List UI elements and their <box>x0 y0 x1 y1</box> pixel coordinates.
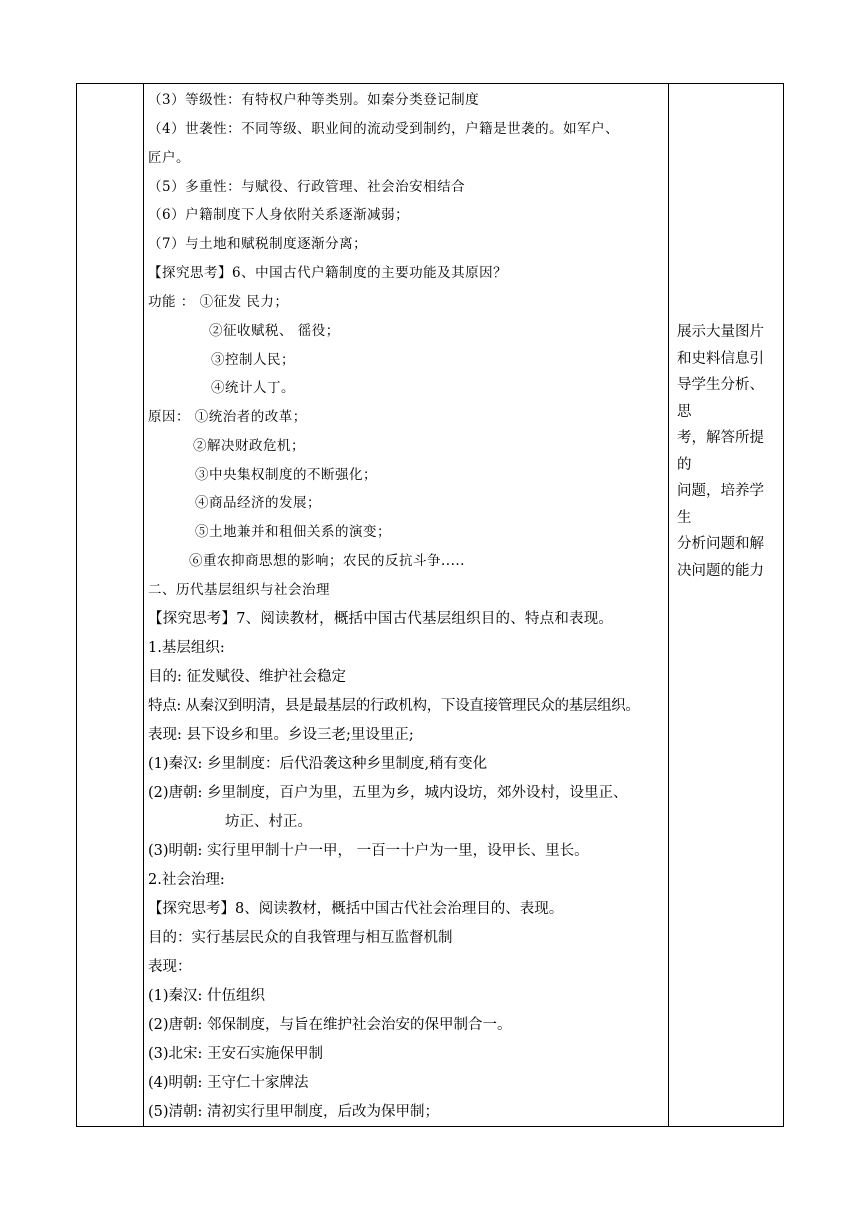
text-line: 表现: 县下设乡和里。乡设三老;里设里正; <box>148 727 414 743</box>
text-line: ③中央集权制度的不断强化； <box>195 467 377 483</box>
text-line: (3)北宋: 王安石实施保甲制 <box>148 1046 324 1062</box>
text-line: 【探究思考】8、阅读教材，概括中国古代社会治理目的、表现。 <box>148 901 564 917</box>
side-note <box>677 319 777 584</box>
side-note-line: 分析问题和解 <box>677 536 764 552</box>
text-line: 表现： <box>148 959 192 975</box>
text-line: （3）等级性：有特权户种等类别。如秦分类登记制度 <box>148 92 480 108</box>
text-line: （6）户籍制度下人身依附关系逐渐减弱； <box>148 207 410 223</box>
text-line: ④商品经济的发展； <box>195 495 321 511</box>
text-line: 2.社会治理: <box>148 872 225 888</box>
text-line: 目的：实行基层民众的自我管理与相互监督机制 <box>148 930 453 946</box>
side-note-line: 导学生分析、思 <box>677 377 764 420</box>
text-line: (2)唐朝: 邻保制度，与旨在维护社会治安的保甲制合一。 <box>148 1017 512 1033</box>
text-line: （4）世袭性：不同等级、职业间的流动受到制约，户籍是世袭的。如军户、 <box>148 121 620 137</box>
text-line: 原因： ①统治者的改革； <box>148 409 307 425</box>
side-note-line: 问题，培养学生 <box>677 483 764 526</box>
text-line: (1)秦汉: 乡里制度：后代沿袭这种乡里制度,稍有变化 <box>148 756 488 772</box>
side-note-line: 考，解答所提的 <box>677 430 764 473</box>
text-line: (4)明朝: 王守仁十家牌法 <box>148 1075 309 1091</box>
text-line: 二、历代基层组织与社会治理 <box>148 582 330 598</box>
table-bottom-border <box>76 1126 784 1127</box>
column-divider-2 <box>668 84 669 1127</box>
text-line: ②解决财政危机； <box>193 438 305 454</box>
text-line: 【探究思考】7、阅读教材，概括中国古代基层组织目的、特点和表现。 <box>148 611 614 627</box>
text-line: (1)秦汉: 什伍组织 <box>148 988 266 1004</box>
text-line: （7）与土地和赋税制度逐渐分离； <box>148 236 368 252</box>
text-line: (5)清朝: 清初实行里甲制度，后改为保甲制； <box>148 1104 440 1120</box>
column-divider-1 <box>143 84 144 1127</box>
text-line: 【探究思考】6、中国古代户籍制度的主要功能及其原因？ <box>148 265 508 281</box>
text-line: 坊正、村正。 <box>225 814 312 830</box>
side-note-line: 展示大量图片 <box>677 324 764 340</box>
text-line: ⑤土地兼并和租佃关系的演变； <box>195 524 391 540</box>
text-line: 匠户。 <box>148 150 190 166</box>
text-line: ②征收赋税、 徭役； <box>209 323 340 339</box>
text-line: ④统计人丁。 <box>211 380 295 396</box>
text-line: 目的: 征发赋役、维护社会稳定 <box>148 669 346 685</box>
text-line: 功能 ： ①征发 民力； <box>148 294 289 310</box>
text-line: 1.基层组织: <box>148 640 225 656</box>
text-line: 特点: 从秦汉到明清，县是最基层的行政机构，下设直接管理民众的基层组织。 <box>148 698 640 714</box>
text-line: ③控制人民； <box>211 352 295 368</box>
text-line: （5）多重性：与赋役、行政管理、社会治安相结合 <box>148 179 466 195</box>
text-line: (2)唐朝: 乡里制度，百户为里，五里为乡，城内设坊，郊外设村，设里正、 <box>148 785 628 801</box>
text-line: (3)明朝: 实行里甲制十户一甲， 一百一十户为一里，设甲长、里长。 <box>148 843 589 859</box>
side-note-line: 和史料信息引 <box>677 350 764 367</box>
side-note-line: 决问题的能力 <box>677 562 764 579</box>
text-line: ⑥重农抑商思想的影响；农民的反抗斗争..... <box>189 553 465 569</box>
